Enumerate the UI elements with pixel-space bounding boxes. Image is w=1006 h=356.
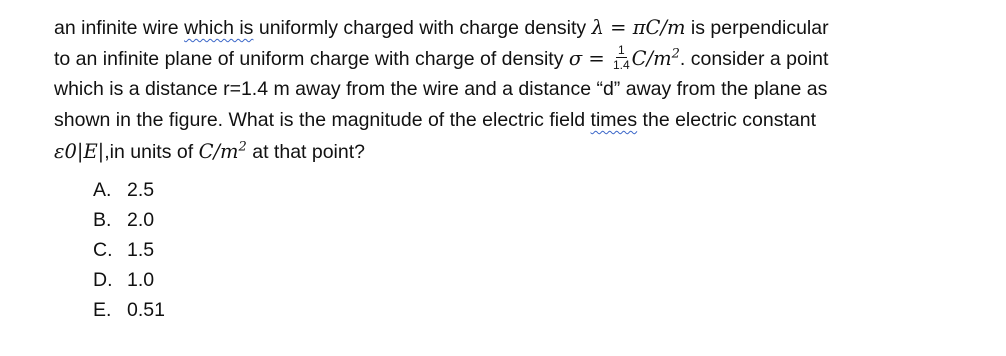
fraction — [613, 44, 630, 71]
unit-text: C/m — [631, 47, 672, 70]
question-text — [54, 12, 994, 167]
text-segment: to an infinite plane of uniform charge with charge of density — [54, 48, 569, 70]
equals-sign: = — [603, 16, 633, 39]
option-letter: D. — [93, 269, 113, 291]
text-segment: an infinite wire — [54, 17, 185, 39]
text-segment: is perpendicular — [685, 17, 829, 39]
option-value: 0.51 — [127, 299, 165, 321]
option-letter: C. — [93, 239, 113, 261]
option-b[interactable] — [93, 205, 165, 235]
option-e[interactable] — [93, 295, 165, 325]
epsilon-field-expression: ε0|E| — [54, 140, 105, 163]
text-segment: uniformly charged with charge density — [253, 17, 592, 39]
text-segment: the electric constant — [637, 109, 816, 131]
text-segment: . consider a point — [679, 48, 829, 70]
option-letter: B. — [93, 209, 112, 231]
option-c[interactable] — [93, 235, 165, 265]
spellcheck-underlined-text: which is — [184, 17, 254, 39]
question-line-2 — [54, 43, 994, 74]
text-segment: ,in units of — [104, 141, 199, 163]
option-value: 1.5 — [127, 239, 155, 261]
question-line-1 — [54, 12, 994, 43]
equals-sign: = — [582, 47, 611, 70]
fraction-denominator: 1.4 — [612, 58, 630, 73]
option-letter: E. — [93, 299, 112, 321]
option-letter: A. — [93, 179, 112, 201]
unit-text: C/m — [198, 140, 239, 163]
option-d[interactable] — [93, 265, 165, 295]
answer-options — [93, 175, 165, 325]
charge-density-value: πC/m — [632, 16, 686, 39]
option-value: 1.0 — [127, 269, 155, 291]
fraction-numerator: 1 — [617, 43, 625, 58]
option-value: 2.5 — [127, 179, 155, 201]
sigma-symbol: σ — [568, 47, 583, 70]
question-line-5 — [54, 136, 994, 167]
spellcheck-underlined-text: times — [590, 109, 638, 131]
text-segment: shown in the figure. What is the magnitude of the electric field — [54, 109, 591, 131]
option-value: 2.0 — [127, 209, 155, 231]
question-line-3: which is a distance r=1.4 m away from the wire and a distance “d” away from the plane as — [54, 78, 828, 100]
lambda-symbol: λ — [591, 16, 604, 39]
text-segment: at that point? — [246, 141, 365, 163]
exponent: 2 — [671, 46, 680, 62]
option-a[interactable] — [93, 175, 165, 205]
exponent: 2 — [238, 139, 247, 155]
question-line-4 — [54, 105, 994, 136]
